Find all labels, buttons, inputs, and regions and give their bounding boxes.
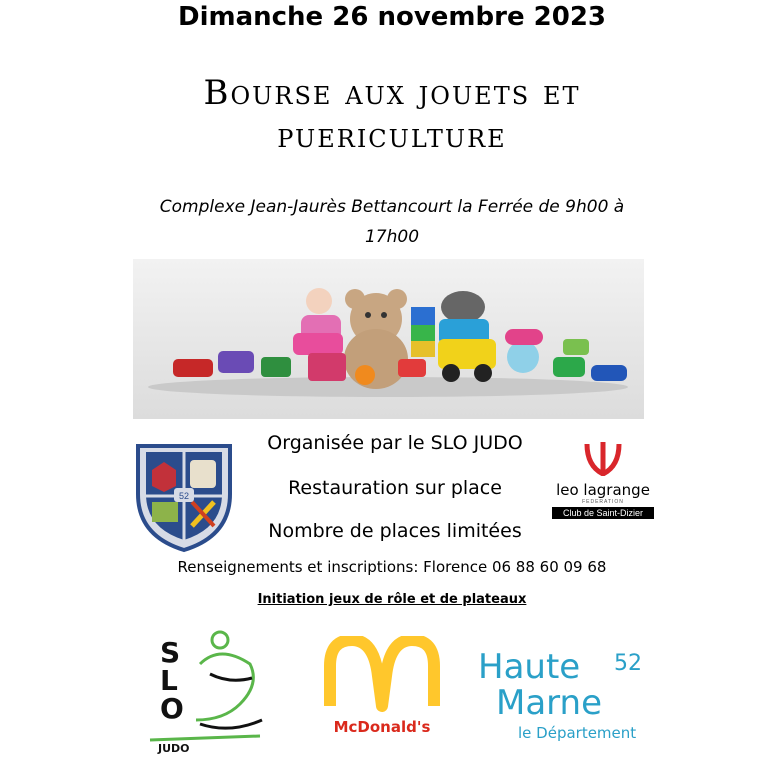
event-title-line1: Bourse aux jouets et (203, 73, 581, 113)
location-line1: Complexe Jean-Jaurès Bettancourt la Ferrée de 9h00 à (159, 197, 625, 217)
mcdonalds-text: McDonald's (333, 718, 431, 736)
mcdonalds-logo (322, 636, 442, 740)
organizer-text: Organisée par le SLO JUDO (267, 432, 523, 454)
leo-federation: FEDERATION (582, 499, 624, 505)
event-location (120, 192, 664, 252)
leo-lagrange-emblem (581, 436, 625, 476)
leo-club: Club de Saint-Dizier (552, 507, 654, 519)
slo-letter-s: S (160, 636, 181, 669)
hm-number: 52 (614, 651, 642, 676)
contact-text: Renseignements et inscriptions: Florence 06 88 60 09 68 (177, 558, 607, 576)
initiation-text: Initiation jeux de rôle et de plateaux (257, 592, 527, 607)
event-date: Dimanche 26 novembre 2023 (177, 2, 606, 32)
shield-number: 52 (178, 491, 190, 501)
hm-departement: le Département (518, 724, 637, 742)
leo-lagrange-logo (548, 436, 658, 519)
hm-marne: Marne (496, 683, 603, 723)
leo-name: leo lagrange (556, 481, 650, 499)
food-text: Restauration sur place (288, 477, 502, 499)
slo-judo-text: JUDO (158, 742, 190, 754)
slo-letter-o: O (160, 692, 184, 725)
slo-shield-logo (132, 440, 236, 554)
toys-illustration (133, 259, 644, 419)
slo-letter-l: L (160, 664, 178, 697)
location-line2: 17h00 (364, 227, 420, 247)
slo-judo-logo (140, 624, 270, 754)
toys-photo (133, 259, 644, 419)
haute-marne-logo (478, 640, 648, 750)
hm-haute: Haute (478, 647, 581, 687)
event-title-line2: puericulture (277, 116, 507, 156)
places-text: Nombre de places limitées (268, 520, 522, 542)
